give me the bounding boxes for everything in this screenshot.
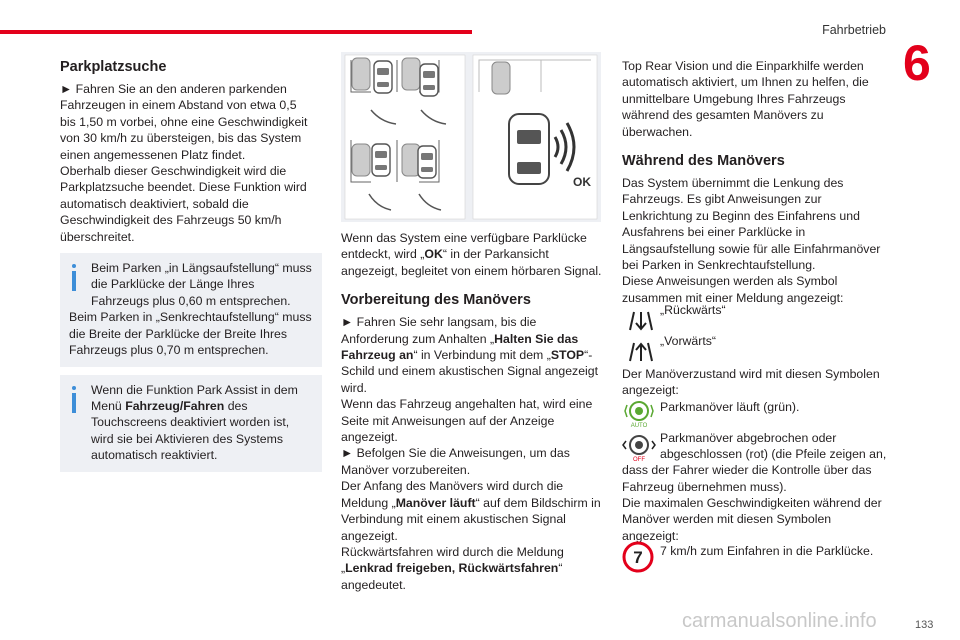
info-text	[69, 260, 314, 309]
symbol-auto-label: Parkmanöver läuft (grün).	[660, 400, 800, 414]
paragraph: ► Fahren Sie an den anderen parkenden Fahrzeugen in einem Abstand von etwa 0,5 bis 1,50 m vorbei, ohne eine Geschwindigkeit von 30 km/h zu übersteigen, bis das System einen angemessenen Platz findet.	[60, 82, 308, 162]
caption-ok: OK	[424, 247, 443, 262]
paragraph: Wenn das Fahrzeug angehalten hat, wird eine Seite mit Anweisungen auf der Anzeige angezeigt.	[341, 397, 593, 445]
section-title: Fahrbetrieb	[822, 23, 886, 37]
off-label: OFF	[633, 457, 645, 462]
info-text-e: des Touchscreens deaktiviert worden ist, wird sie bei Aktivieren des Systems automatisch reaktiviert.	[91, 398, 290, 463]
speed-number: 7	[633, 548, 643, 567]
p1-stop: STOP	[550, 348, 585, 363]
auto-label: AUTO	[630, 423, 648, 428]
p1-b: Halten Sie das Fahrzeug an	[341, 331, 579, 363]
info-box-2	[60, 375, 322, 472]
info-box-1	[60, 253, 322, 366]
menu-separator: /	[179, 398, 184, 413]
symbol-forward-label: „Vorwärts“	[660, 334, 717, 348]
symbol-off-label-a: Parkmanöver abgebrochen oder	[660, 431, 837, 445]
paragraph: Die maximalen Geschwindigkeiten während der Manöver werden mit diesen Symbolen angezeigt:	[622, 496, 882, 543]
info-text	[69, 382, 314, 464]
p4-c: “ auf dem Bildschirm in Verbindung mit einem akustischen Signal angezeigt.	[341, 495, 601, 543]
info-text-a: Wenn die Funktion Park Assist in dem Menü	[91, 382, 298, 413]
heading-vorbereitung: Vorbereitung des Manövers	[341, 292, 531, 309]
caption	[341, 230, 603, 279]
paragraph	[341, 478, 603, 544]
info-text-1: Beim Parken „in Längsaufstellung“ muss die Parklücke der Länge Ihres Fahrzeugs plus 0,60 m entsprechen.	[91, 261, 312, 308]
heading-parkplatzsuche: Parkplatzsuche	[60, 59, 167, 75]
header-red-bar	[0, 30, 472, 34]
symbol-speed-label: 7 km/h zum Einfahren in die Parklücke.	[660, 544, 874, 558]
symbol-reverse-label: „Rückwärts“	[660, 303, 726, 317]
info-icon	[72, 271, 76, 291]
info-icon	[72, 393, 76, 413]
paragraph: Der Manöverzustand wird mit diesen Symbolen angezeigt:	[622, 367, 880, 398]
page-number: 133	[915, 619, 934, 631]
chapter-number: 6	[903, 35, 931, 91]
p4-a: Der Anfang des Manövers wird durch die Meldung „	[341, 479, 564, 510]
p5-c: “ angedeutet.	[341, 561, 563, 592]
caption-c: “ in der Parkansicht angezeigt, begleitet von einem hörbaren Signal.	[341, 247, 602, 278]
column-1	[60, 58, 312, 472]
p4-b: Manöver läuft	[395, 495, 476, 510]
column-3	[622, 58, 888, 306]
p5-a: Rückwärtsfahren wird durch die Meldung „	[341, 544, 564, 576]
p5-b: Lenkrad freigeben, Rückwärtsfahren	[345, 561, 559, 576]
p1-c: “ in Verbindung mit dem „	[413, 348, 551, 363]
watermark: carmanualsonline.info	[682, 610, 877, 632]
paragraph: Oberhalb dieser Geschwindigkeit wird die Parkplatzsuche beendet. Diese Funktion wird automatisch deaktiviert, sobald die Geschwindigkeit des Fahrzeugs 50 km/h überschreitet.	[60, 164, 307, 244]
parking-diagram	[341, 52, 601, 222]
parking-illustration	[341, 52, 601, 222]
speed-limit-7-icon	[622, 541, 654, 578]
paragraph: Diese Anweisungen werden als Symbol zusammen mit einer Meldung angezeigt:	[622, 274, 844, 305]
reverse-arrows-icon	[624, 308, 658, 339]
column-2	[341, 230, 603, 593]
p1-e: “-Schild und einem akustischen Signal angezeigt wird.	[341, 348, 599, 395]
ok-label: OK	[573, 175, 591, 189]
paragraph	[341, 544, 603, 593]
menu-driving: Fahren	[183, 398, 225, 413]
park-assist-auto-icon	[624, 400, 654, 433]
paragraph: Top Rear Vision und die Einparkhilfe werden automatisch aktiviert, um Ihnen zu helfen, die unmittelbare Umgebung Ihres Fahrzeugs während des gesamten Manövers zu überwachen.	[622, 59, 869, 139]
menu-vehicle: Fahrzeug	[125, 398, 180, 413]
p1-a: ► Fahren Sie sehr langsam, bis die Anforderung zum Anhalten „	[341, 315, 537, 346]
info-text-2: Beim Parken in „Senkrechtaufstellung“ muss die Breite der Parklücke der Breite Ihres Fahrzeugs plus 0,70 m entsprechen.	[69, 310, 312, 358]
paragraph: ► Befolgen Sie die Anweisungen, um das Manöver vorzubereiten.	[341, 446, 570, 477]
paragraph	[341, 314, 603, 396]
caption-a: Wenn das System eine verfügbare Parklücke entdeckt, wird „	[341, 231, 587, 262]
heading-waehrend: Während des Manövers	[622, 153, 785, 170]
symbol-off-label-b: abgeschlossen (rot) (die Pfeile zeigen an, dass der Fahrer wieder die Kontrolle über das Fahrzeug übernehmen muss).	[622, 447, 887, 494]
paragraph: Das System übernimmt die Lenkung des Fahrzeugs. Es gibt Anweisungen zur Lenkrichtung zu Beginn des Einfahrens und Ausfahrens bei einer Parklücke in Längsaufstellung sowie für alle Einfahrmanöver bei Parken in Senkrechtaufstellung.	[622, 176, 881, 273]
